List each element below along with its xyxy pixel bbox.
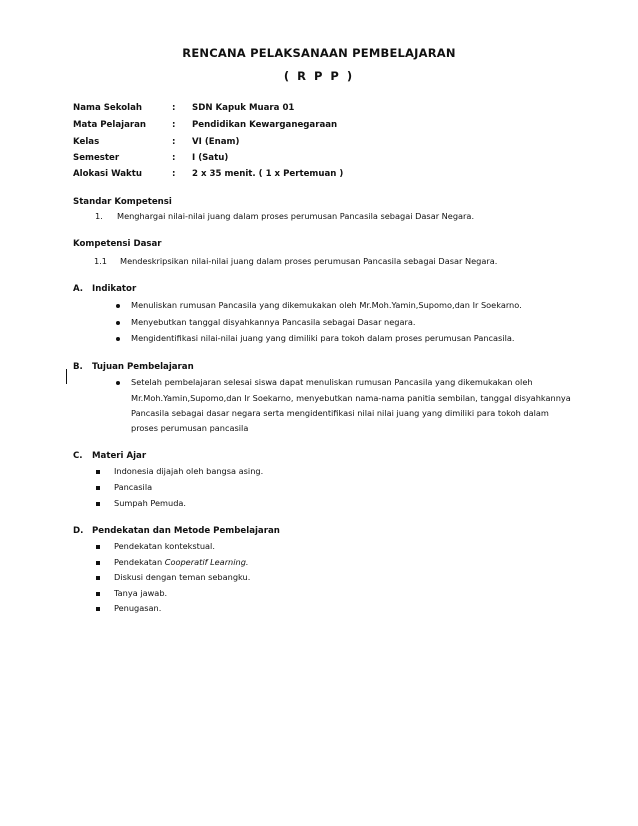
- info-colon: :: [172, 120, 176, 130]
- info-label: Semester: [73, 153, 120, 163]
- section-title: Indikator: [92, 284, 137, 294]
- info-colon: :: [172, 137, 176, 147]
- indikator-item: Menuliskan rumusan Pancasila yang dikemukakan oleh Mr.Moh.Yamin,Supomo,dan Ir Soekarno.: [131, 300, 522, 310]
- info-colon: :: [172, 169, 176, 179]
- bullet-square-icon: [96, 545, 100, 549]
- bullet-square-icon: [96, 607, 100, 611]
- info-label: Alokasi Waktu: [73, 169, 142, 179]
- metode-item-prefix: Pendekatan: [114, 557, 165, 567]
- document-title: RENCANA PELAKSANAAN PEMBELAJARAN: [182, 46, 456, 60]
- info-label: Mata Pelajaran: [73, 120, 147, 130]
- bullet-square-icon: [96, 502, 100, 506]
- info-label: Kelas: [73, 137, 100, 147]
- section-letter: C.: [73, 451, 83, 461]
- info-colon: :: [172, 103, 176, 113]
- indikator-item: Menyebutkan tanggal disyahkannya Pancasila sebagai Dasar negara.: [131, 317, 416, 327]
- section-title: Tujuan Pembelajaran: [92, 362, 194, 372]
- bullet-dot-icon: [116, 321, 120, 325]
- bullet-square-icon: [96, 561, 100, 565]
- info-value: SDN Kapuk Muara 01: [192, 103, 295, 113]
- bullet-square-icon: [96, 592, 100, 596]
- bullet-dot-icon: [116, 337, 120, 341]
- indikator-item: Mengidentifikasi nilai-nilai juang yang dimiliki para tokoh dalam proses perumusan Pancasila.: [131, 333, 515, 343]
- info-label: Nama Sekolah: [73, 103, 143, 113]
- info-colon: :: [172, 153, 176, 163]
- standar-number: 1.: [95, 211, 103, 221]
- materi-item: Sumpah Pemuda.: [114, 498, 187, 508]
- kompetensi-text: Mendeskripsikan nilai-nilai juang dalam proses perumusan Pancasila sebagai Dasar Negara.: [120, 256, 498, 266]
- materi-item: Pancasila: [114, 482, 153, 492]
- section-letter: A.: [73, 284, 84, 294]
- bullet-square-icon: [96, 576, 100, 580]
- info-value: VI (Enam): [192, 137, 240, 147]
- bullet-square-icon: [96, 486, 100, 490]
- metode-item: Tanya jawab.: [114, 588, 168, 598]
- metode-item: Diskusi dengan teman sebangku.: [114, 572, 251, 582]
- tujuan-line: Setelah pembelajaran selesai siswa dapat menuliskan rumusan Pancasila yang dikemukakan oleh: [131, 377, 533, 387]
- bullet-dot-icon: [116, 304, 120, 308]
- tujuan-line: Pancasila sebagai dasar negara serta mengidentifikasi nilai nilai juang yang dimiliki para tokoh dalam: [131, 408, 549, 418]
- tujuan-line: proses perumusan pancasila: [131, 423, 249, 433]
- kompetensi-number: 1.1: [94, 256, 108, 266]
- info-value: 2 x 35 menit. ( 1 x Pertemuan ): [192, 169, 344, 179]
- section-title: Pendekatan dan Metode Pembelajaran: [92, 526, 280, 536]
- bullet-square-icon: [96, 470, 100, 474]
- metode-item: Penugasan.: [114, 603, 162, 613]
- metode-item: Pendekatan kontekstual.: [114, 541, 215, 551]
- bullet-dot-icon: [116, 381, 120, 385]
- info-value: Pendidikan Kewarganegaraan: [192, 120, 338, 130]
- section-letter: B.: [73, 362, 83, 372]
- metode-item-italic: Cooperatif Learning.: [164, 557, 249, 567]
- metode-item: [114, 557, 249, 568]
- materi-item: Indonesia dijajah oleh bangsa asing.: [114, 466, 264, 476]
- standar-kompetensi-heading: Standar Kompetensi: [73, 197, 172, 207]
- kompetensi-dasar-heading: Kompetensi Dasar: [73, 239, 162, 249]
- info-value: I (Satu): [192, 153, 229, 163]
- standar-text: Menghargai nilai-nilai juang dalam proses perumusan Pancasila sebagai Dasar Negara.: [117, 211, 475, 221]
- section-letter: D.: [73, 526, 84, 536]
- document-subtitle: ( R P P ): [283, 69, 355, 83]
- tujuan-line: Mr.Moh.Yamin,Supomo,dan Ir Soekarno, menyebutkan nama-nama panitia sembilan, tanggal disyahkannya: [131, 393, 571, 403]
- text-cursor-icon: [66, 369, 67, 384]
- section-title: Materi Ajar: [92, 451, 147, 461]
